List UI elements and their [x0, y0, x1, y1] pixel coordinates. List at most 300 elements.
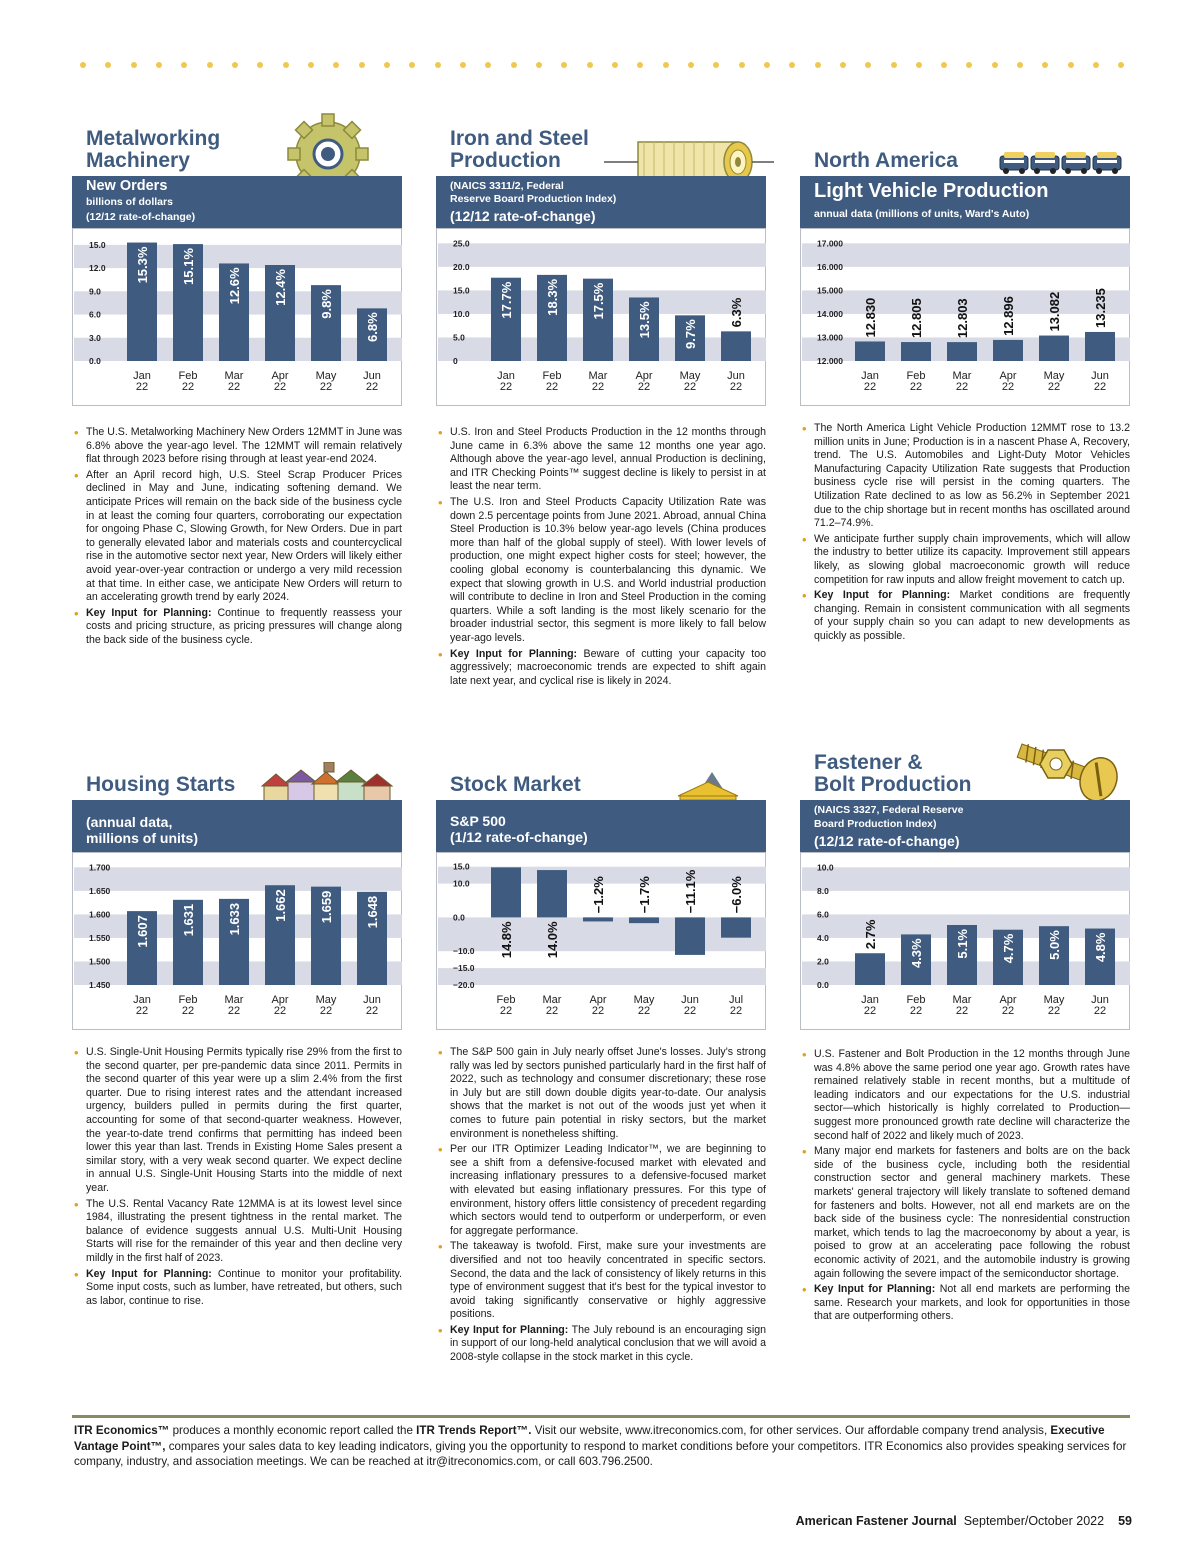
chart-header-band [800, 800, 1130, 852]
bullet-item [814, 589, 1130, 643]
grid-stripe [438, 917, 766, 951]
panel-text [800, 422, 1130, 646]
x-tick-label: 22 [273, 381, 287, 393]
bullet-item [450, 1240, 766, 1322]
band-line-1: (annual data, [86, 814, 173, 830]
x-tick-label: Jun [1091, 994, 1109, 1006]
decorative-dot [333, 62, 339, 68]
chart-svg [73, 229, 403, 407]
bar-value-label: 1.607 [135, 915, 150, 948]
x-tick-label: Feb [496, 994, 516, 1006]
y-tick-label: 0.0 [453, 912, 465, 923]
decorative-dot [713, 62, 719, 68]
bar-value-label: 1.659 [319, 890, 334, 924]
bar-chart [436, 228, 766, 406]
x-tick-label: 22 [273, 1005, 287, 1017]
decorative-dot [1118, 62, 1124, 68]
x-tick-label: Feb [906, 994, 926, 1006]
bullet-item [86, 1198, 402, 1266]
decorative-dot [257, 62, 263, 68]
key-input-label: Key Input for Planning: [86, 606, 212, 619]
decorative-dot [865, 62, 871, 68]
bar-value-label: 18.3% [545, 278, 560, 316]
bullet-list [800, 422, 1130, 644]
panel-iron-steel [436, 118, 766, 698]
x-tick-label: 22 [1001, 381, 1015, 393]
bullet-item [86, 1268, 402, 1309]
bullet-item [450, 1324, 766, 1365]
decorative-dot [688, 62, 694, 68]
footer-text-3: compares your sales data to key leading indicators, giving you the opportunity to respond to market conditions before your competitors. ITR Economics also provides speaking services for company, industry, and association meetings. We can be reached at itr@itreconomics.com, or call 603.796.2500. [74, 1439, 1127, 1468]
bar-value-label: 12.896 [1001, 296, 1016, 336]
bullet-text: The North America Light Vehicle Production 12MMT rose to 13.2 million units in June; Production is in a nascent Phase A, Recovery, trend. The U.S. Automobiles and Light-Duty Motor Vehicles Manufacturing Capacity Utilization Rate suggests that Production business cycle rise will persist in the coming quarters. The Utilization Rate declined to as low as 56.2% in September 2021 due to the chip shortage but in recent months has oscillated around 71.2–74.9%. [814, 422, 1130, 530]
x-tick-label: 22 [863, 1005, 877, 1017]
bar-value-label: 15.3% [135, 246, 150, 284]
bullet-item [86, 469, 402, 605]
bar-value-label: 5.1% [955, 929, 970, 959]
decorative-dot [105, 62, 111, 68]
band-line-3: (12/12 rate-of-change) [814, 833, 960, 849]
bar [1085, 332, 1115, 361]
y-tick-label: 1.700 [89, 862, 111, 873]
chart-svg [73, 853, 403, 1031]
decorative-dot [840, 62, 846, 68]
band-line-2: Reserve Board Production Index) [450, 193, 617, 205]
bullet-item [450, 648, 766, 689]
y-tick-label: 20.0 [453, 261, 470, 272]
bar [583, 917, 613, 921]
x-tick-label: Jan [861, 994, 879, 1006]
x-tick-label: Jan [133, 370, 151, 382]
decorative-dot [536, 62, 542, 68]
panel-title: Iron and Steel Production [450, 127, 589, 172]
decorative-dot [1068, 62, 1074, 68]
x-tick-label: 22 [499, 381, 513, 393]
bar-value-label: 9.7% [683, 319, 698, 349]
bar-value-label: 17.7% [499, 281, 514, 319]
x-tick-label: Mar [224, 370, 244, 382]
x-tick-label: 22 [729, 381, 743, 393]
x-tick-label: May [1043, 370, 1065, 382]
y-tick-label: 2.0 [817, 956, 829, 967]
x-tick-label: 22 [955, 1005, 969, 1017]
x-tick-label: Mar [952, 370, 972, 382]
bar-value-label: 13.5% [637, 301, 652, 339]
x-tick-label: Apr [271, 994, 289, 1006]
band-line-2: Board Production Index) [814, 818, 937, 830]
decorative-dot [789, 62, 795, 68]
x-tick-label: 22 [1001, 1005, 1015, 1017]
footer-divider [72, 1415, 1130, 1418]
bar-value-label: 1.648 [365, 895, 380, 929]
y-tick-label: −20.0 [453, 980, 475, 990]
band-line-2: billions of dollars [86, 196, 173, 208]
bar [537, 870, 567, 917]
bar-value-label: 4.7% [1001, 933, 1016, 964]
bullet-text: The takeaway is twofold. First, make sure your investments are diversified and not too heavily concentrated in specific sectors. Second, the data and the lack of consistency of likely returns in this type of environment suggest that it's best for the typical investor to avoid taking significantly conservative or highly aggressive positions. [450, 1240, 766, 1321]
decorative-dot [739, 62, 745, 68]
x-tick-label: 22 [135, 1005, 149, 1017]
chart-header-band [800, 176, 1130, 228]
bar-value-label: 13.082 [1047, 291, 1062, 332]
y-tick-label: 3.0 [89, 332, 101, 343]
bullet-text: Per our ITR Optimizer Leading Indicator™, we are beginning to see a shift from a defensive-focused market with elevated and increasing inflationary pressures to a defensive-focused market with elevated but easing inflationary pressures. For this type of environment, history offers little consistency of precedent regarding which sectors would tend to outperform or underperform, or even for aggregate performance. [450, 1143, 766, 1237]
bar-value-label: 15.1% [181, 248, 196, 285]
x-tick-label: 22 [365, 1005, 379, 1017]
y-tick-label: 10.0 [453, 878, 470, 889]
bar-chart [800, 852, 1130, 1030]
x-tick-label: Mar [224, 994, 244, 1006]
x-tick-label: 22 [135, 381, 149, 393]
bar-value-label: 2.7% [863, 919, 878, 950]
footer-note [74, 1423, 1134, 1470]
bullet-text: U.S. Iron and Steel Products Production in the 12 months through June came in 6.3% above the same 12 months one year ago. Although above the year-ago level, annual Production is declining, and ITR Checking Points™ suggest decline is likely to persist in at least the near term. [450, 426, 766, 493]
bullet-item [450, 426, 766, 494]
page-footer [796, 1514, 1132, 1528]
bar-value-label: 9.8% [319, 289, 334, 319]
bar-chart [72, 228, 402, 406]
band-line-1: New Orders [86, 178, 168, 194]
decorative-dot [435, 62, 441, 68]
decorative-dot [1042, 62, 1048, 68]
bullet-text: U.S. Single-Unit Housing Permits typically rise 29% from the first to the second quarter, per pre-pandemic data since 2011. Permits in the second quarter of this year were up a slim 2.4% from the first quarter. Due to rising interest rates and the attendant increased urgency, builders pulled in permits during the first quarter, accounting for some of that second-quarter weakness. However, the year-to-date trend confirms that permitting has indeed been lower this year than last. Trends in Existing Home Sales present a similar story, with a very weak second quarter. We expect decline in annual U.S. Single-Unit Housing Starts into the middle of next year. [86, 1046, 402, 1194]
bullet-list [800, 1048, 1130, 1324]
decorative-dot [131, 62, 137, 68]
x-tick-label: 22 [1093, 1005, 1107, 1017]
bar-value-label: 17.5% [591, 282, 606, 320]
footer-text-1: produces a monthly economic report called the [169, 1424, 417, 1437]
decorative-dot [612, 62, 618, 68]
bullet-item [450, 1046, 766, 1141]
decorative-dot [409, 62, 415, 68]
truck-icon [998, 150, 1124, 176]
y-tick-label: 13.000 [817, 332, 843, 343]
key-input-label: Key Input for Planning: [814, 589, 951, 602]
x-tick-label: 22 [683, 1005, 697, 1017]
bullet-item [814, 1048, 1130, 1143]
bullet-item [86, 426, 402, 467]
bullet-text: Many major end markets for fasteners and bolts are on the back side of the business cycle, including both the residential construction sector and general machinery markets. These markets' general trajectory will likely translate to softened demand for fasteners and bolts. However, not all end markets are on the back side of the business cycle: The nonresidential construction market, which tends to lag the macroeconomy by about a year, is poised to grow at an accelerating pace following the robust economic activity of 2021, and the automobile industry is growing again following the severe impact of the semiconductor shortage. [814, 1145, 1130, 1280]
key-input-label: Key Input for Planning: [86, 1267, 212, 1280]
x-tick-label: Feb [178, 994, 198, 1006]
chart-header-band [436, 800, 766, 852]
bar-value-label: 1.631 [181, 903, 196, 937]
panel-fastener-bolt [800, 742, 1130, 1362]
x-tick-label: 22 [591, 381, 605, 393]
brand-itr: ITR Economics™ [74, 1424, 170, 1437]
panel-metalworking [72, 118, 402, 688]
panel-text [72, 426, 402, 650]
chart-svg [801, 853, 1131, 1031]
y-tick-label: 1.450 [89, 980, 111, 990]
band-line-3: (12/12 rate-of-change) [450, 208, 596, 224]
y-tick-label: −15.0 [453, 963, 475, 974]
bar-value-label: −11.1% [683, 869, 698, 914]
grid-stripe [438, 243, 766, 267]
bullet-text: The July rebound is an encouraging sign in support of our long-held analytical conclusion that we will avoid a 2008-style collapse in the stock market in this cycle. [450, 1323, 766, 1364]
chart-header-band [72, 800, 402, 852]
x-tick-label: Jun [727, 370, 745, 382]
bullet-text: U.S. Fastener and Bolt Production in the 12 months through June was 4.8% above the same period one year ago. Growth rates have remained relatively stable in recent months, but a multitude of leading indicators and our expectations for the U.S. industrial sector—which historically is highly correlated to Production—suggest more pronounced growth rate decline will characterize the second half of 2022 and likely much of 2023. [814, 1048, 1130, 1142]
x-tick-label: May [633, 994, 655, 1006]
panel-title: Stock Market [450, 773, 581, 796]
bar-chart [72, 852, 402, 1030]
bar [721, 917, 751, 937]
y-tick-label: 1.500 [89, 956, 111, 967]
bar [855, 341, 885, 361]
decorative-dot [764, 62, 770, 68]
x-tick-label: 22 [729, 1005, 743, 1017]
bar [901, 342, 931, 361]
chart-header-band [72, 176, 402, 228]
band-line-2: millions of units) [86, 830, 198, 846]
bullet-text: After an April record high, U.S. Steel Scrap Producer Prices declined in May and June, indicating softening demand. We anticipate Prices will remain on the back side of the business cycle in at least the coming four quarters, corroborating our expectation for ongoing Phase C, Slowing Growth, for New Orders. Due in part to generally elevated labor and materials costs and countercyclical rise in the automotive sector next year, New Orders will likely either avoid year-over-year contraction or undergo a very mild recession at that time. In either case, we anticipate New Orders will return to an accelerating growth trend by early 2024. [86, 468, 402, 604]
decorative-dot [156, 62, 162, 68]
band-line-2: annual data (millions of units, Ward's Auto) [814, 208, 1030, 220]
bar-value-label: 14.8% [499, 921, 514, 959]
panel-title: Housing Starts [86, 773, 236, 796]
y-tick-label: 15.000 [817, 285, 843, 296]
key-input-label: Key Input for Planning: [450, 1323, 569, 1336]
bullet-item [814, 422, 1130, 531]
bar-value-label: 4.8% [1093, 932, 1108, 963]
x-tick-label: 22 [545, 1005, 559, 1017]
bar-value-label: −6.0% [729, 876, 744, 914]
x-tick-label: 22 [909, 381, 923, 393]
decorative-dot [80, 62, 86, 68]
bar [947, 342, 977, 361]
bar [993, 340, 1023, 361]
x-tick-label: 22 [863, 381, 877, 393]
x-tick-label: Jan [133, 994, 151, 1006]
bar-value-label: 12.805 [909, 298, 924, 339]
y-tick-label: 0.0 [817, 980, 829, 990]
page-number: 59 [1118, 1514, 1132, 1528]
x-tick-label: 22 [591, 1005, 605, 1017]
decorative-dot [485, 62, 491, 68]
bullet-item [814, 1283, 1130, 1324]
panel-text [436, 1046, 766, 1367]
bar-value-label: 13.235 [1093, 288, 1108, 328]
chart-svg [437, 229, 767, 407]
bullet-text: Market conditions are frequently changing. Remain in consistent communication with all segments of your supply chain so you can adapt to new developments as quickly as possible. [814, 589, 1131, 642]
bar-value-label: 1.662 [273, 889, 288, 922]
panel-title: Metalworking Machinery [86, 127, 221, 172]
bolt-icon [1012, 740, 1128, 800]
band-line-1: (NAICS 3311/2, Federal [450, 180, 564, 192]
bullet-text: Not all end markets are performing the same. Research your markets, and look for opportunities in those that are outperforming others. [814, 1283, 1131, 1323]
x-tick-label: 22 [181, 381, 195, 393]
decorative-dot [1093, 62, 1099, 68]
bar [675, 917, 705, 955]
decorative-dot [663, 62, 669, 68]
x-tick-label: 22 [1093, 381, 1107, 393]
band-line-3: (12/12 rate-of-change) [86, 211, 196, 223]
bar [855, 953, 885, 985]
x-tick-label: 22 [227, 1005, 241, 1017]
decorative-dot [561, 62, 567, 68]
x-tick-label: Apr [999, 370, 1017, 382]
bar-value-label: 12.6% [227, 267, 242, 305]
y-tick-label: 0.0 [89, 356, 101, 366]
y-tick-label: 17.000 [817, 238, 843, 249]
decorative-dot [181, 62, 187, 68]
x-tick-label: Mar [952, 994, 972, 1006]
bar-value-label: 5.0% [1047, 930, 1062, 960]
y-tick-label: 4.0 [817, 932, 829, 943]
x-tick-label: 22 [227, 381, 241, 393]
bar-value-label: 12.4% [273, 269, 288, 306]
key-input-label: Key Input for Planning: [814, 1283, 936, 1296]
y-tick-label: 10.0 [453, 308, 470, 319]
x-tick-label: Apr [271, 370, 289, 382]
x-tick-label: Feb [542, 370, 562, 382]
x-tick-label: 22 [545, 381, 559, 393]
bullet-item [86, 607, 402, 648]
y-tick-label: 5.0 [453, 332, 465, 343]
bullet-text: The U.S. Rental Vacancy Rate 12MMA is at its lowest level since 1984, illustrating the present tightness in the rental market. The balance of evidence suggests annual U.S. Multi-Unit Housing Starts will rise for the remainder of this year and then decline very mildly in the first half of 2023. [86, 1197, 402, 1264]
bullet-list [72, 426, 402, 648]
y-tick-label: 16.000 [817, 261, 843, 272]
chart-svg [801, 229, 1131, 407]
x-tick-label: 22 [319, 381, 333, 393]
x-tick-label: 22 [499, 1005, 513, 1017]
bar-value-label: 14.0% [545, 921, 560, 959]
x-tick-label: Jun [1091, 370, 1109, 382]
x-tick-label: Jun [363, 994, 381, 1006]
decorative-dot [283, 62, 289, 68]
chart-header-band [436, 176, 766, 228]
bar-value-label: 12.803 [955, 298, 970, 339]
bullet-list [436, 1046, 766, 1365]
panel-title: North America [814, 149, 958, 172]
x-tick-label: Jan [861, 370, 879, 382]
executive-vantage-point: Executive Vantage Point™, [74, 1424, 1105, 1453]
decorative-dot [891, 62, 897, 68]
y-tick-label: 9.0 [89, 286, 101, 297]
bullet-text: The U.S. Iron and Steel Products Capacity Utilization Rate was down 2.5 percentage points from June 2021. Abroad, annual China Steel Production is 10.3% below year-ago levels (China produces more than half of the global supply of steel). With lower levels of production, one might expect higher costs for steel; however, the cooling global economy is counterbalancing this dynamic. We expect that slowing growth in U.S. and World industrial production will contribute to decline in Iron and Steel Production in the coming quarters. While a soft landing is the most likely scenario for the broader industrial sector, this segment is more likely to fall below year-ago levels. [450, 495, 766, 644]
x-tick-label: Jul [728, 994, 744, 1006]
decorative-dot [941, 62, 947, 68]
x-tick-label: 22 [1047, 381, 1061, 393]
x-tick-label: May [315, 370, 337, 382]
band-line-1: S&P 500 [450, 813, 506, 829]
x-tick-label: Mar [542, 994, 562, 1006]
decorative-dot [815, 62, 821, 68]
decorative-dot [308, 62, 314, 68]
x-tick-label: Jun [681, 994, 699, 1006]
key-input-label: Key Input for Planning: [450, 647, 578, 660]
x-tick-label: 22 [1047, 1005, 1061, 1017]
band-line-1: Light Vehicle Production [814, 180, 1049, 202]
bar [629, 917, 659, 923]
y-tick-label: 12.000 [817, 356, 843, 366]
y-tick-label: 1.650 [89, 885, 111, 896]
bullet-text: The U.S. Metalworking Machinery New Orders 12MMT in June was 6.8% above the year-ago level. The 12MMT will remain relatively flat through 2023 before rising through at least year-end 2024. [86, 426, 402, 466]
bar-value-label: 6.3% [729, 297, 744, 328]
x-tick-label: 22 [319, 1005, 333, 1017]
bar-value-label: 6.8% [365, 312, 380, 342]
y-tick-label: 1.550 [89, 932, 111, 943]
decorative-dot [384, 62, 390, 68]
x-tick-label: Apr [635, 370, 653, 382]
x-tick-label: Mar [588, 370, 608, 382]
decorative-dot [637, 62, 643, 68]
grid-stripe [438, 968, 766, 985]
y-tick-label: 14.000 [817, 308, 843, 319]
x-tick-label: 22 [955, 381, 969, 393]
band-line-2: (1/12 rate-of-change) [450, 829, 588, 845]
decorative-dot [232, 62, 238, 68]
x-tick-label: 22 [683, 381, 697, 393]
trends-report: ITR Trends Report™. [416, 1424, 532, 1437]
y-tick-label: 15.0 [453, 861, 470, 872]
x-tick-label: 22 [637, 1005, 651, 1017]
band-line-1: (NAICS 3327, Federal Reserve [814, 804, 964, 816]
y-tick-label: 10.0 [817, 862, 834, 873]
bar [721, 331, 751, 361]
x-tick-label: May [679, 370, 701, 382]
y-tick-label: 6.0 [89, 309, 101, 320]
x-tick-label: Jan [497, 370, 515, 382]
bullet-item [450, 496, 766, 646]
y-tick-label: 0 [453, 356, 458, 366]
decorative-dot [966, 62, 972, 68]
x-tick-label: 22 [365, 381, 379, 393]
bar-value-label: −1.7% [637, 876, 652, 914]
y-tick-label: 6.0 [817, 909, 829, 920]
bar-value-label: 1.633 [227, 902, 242, 936]
bar-value-label: −1.2% [591, 876, 606, 914]
y-tick-label: 25.0 [453, 238, 470, 249]
decorative-dot [916, 62, 922, 68]
panel-title: Fastener & Bolt Production [814, 751, 972, 796]
panel-text [800, 1048, 1130, 1326]
bullet-list [72, 1046, 402, 1308]
bullet-text: Beware of cutting your capacity too aggressively; macroeconomic trends are expected to shift again late next year, and cyclical rise is likely in 2024. [450, 647, 766, 687]
decorative-dot [1017, 62, 1023, 68]
y-tick-label: 1.600 [89, 909, 111, 920]
bullet-item [450, 1143, 766, 1238]
bar-value-label: 4.3% [909, 938, 924, 969]
bullet-item [814, 533, 1130, 587]
issue-date: September/October 2022 [963, 1514, 1105, 1528]
bar-value-label: 12.830 [863, 297, 878, 338]
bullet-text: Continue to monitor your profitability. Some input costs, such as lumber, have retreated, but others, such as labor, continue to rise. [86, 1267, 402, 1307]
panel-light-vehicle [800, 118, 1130, 678]
y-tick-label: −10.0 [453, 946, 475, 957]
x-tick-label: 22 [181, 1005, 195, 1017]
panel-stock-market [436, 742, 766, 1402]
x-tick-label: 22 [909, 1005, 923, 1017]
decorative-dot-row [80, 58, 1125, 72]
decorative-dot [359, 62, 365, 68]
bar [1039, 336, 1069, 361]
chart-svg [437, 853, 767, 1031]
bar-chart [436, 852, 766, 1030]
panel-housing [72, 742, 402, 1322]
y-tick-label: 12.0 [89, 263, 106, 274]
x-tick-label: Feb [178, 370, 198, 382]
x-tick-label: May [1043, 994, 1065, 1006]
panel-text [436, 426, 766, 690]
bullet-list [436, 426, 766, 688]
x-tick-label: Feb [906, 370, 926, 382]
grid-stripe [802, 867, 1130, 891]
bar [491, 867, 521, 917]
grid-stripe [74, 867, 402, 891]
decorative-dot [511, 62, 517, 68]
